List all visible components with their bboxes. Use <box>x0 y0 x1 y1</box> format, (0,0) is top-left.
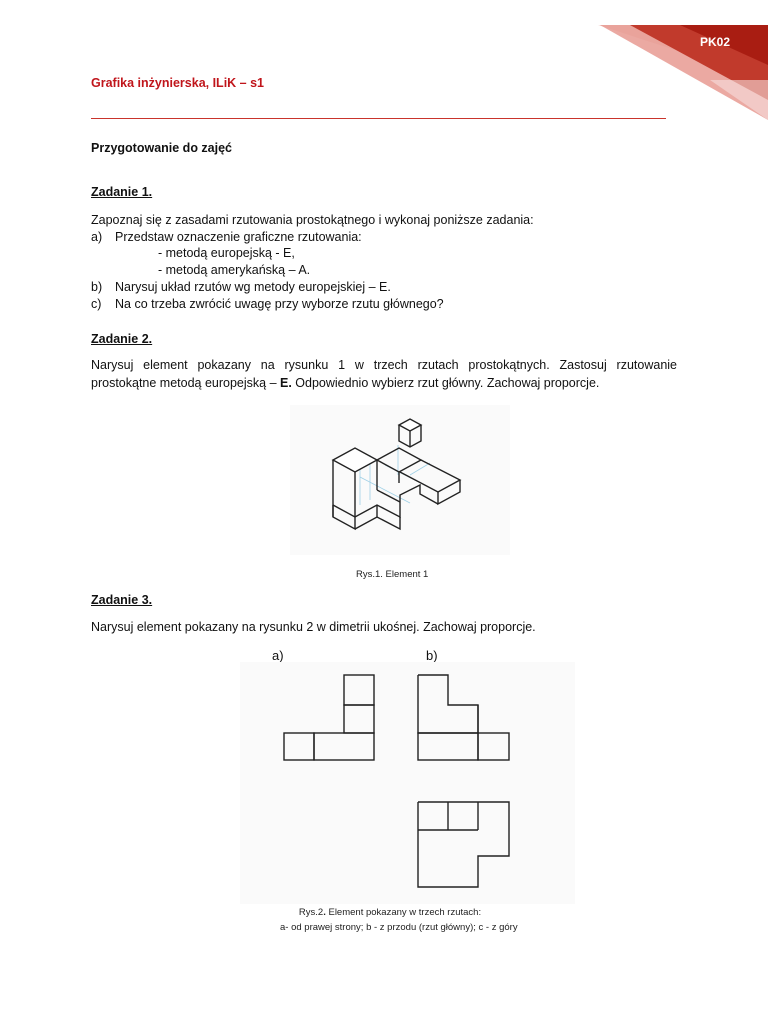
isometric-guide-lines <box>360 445 430 505</box>
task3-paragraph: Narysuj element pokazany na rysunku 2 w dimetrii ukośnej. Zachowaj proporcje. <box>91 620 536 634</box>
figure1-caption: Rys.1. Element 1 <box>356 569 429 580</box>
task2-paragraph-line2: prostokątne metodą europejską – E. Odpowiednio wybierz rzut główny. Zachowaj proporcje. <box>91 376 600 390</box>
view-a-label: a) <box>272 648 284 663</box>
view-b-label: b) <box>426 648 438 663</box>
task1-item-b-marker: b) <box>91 280 103 294</box>
view-c-label: c) <box>428 768 439 783</box>
course-title: Grafika inżynierska, ILiK – s1 <box>91 76 264 90</box>
orthographic-views-figure <box>240 662 575 904</box>
task1-item-a-marker: a) <box>91 230 103 244</box>
task1-title: Zadanie 1. <box>91 185 153 199</box>
figure2-caption-line2: a- od prawej strony; b - z przodu (rzut główny); c - z góry <box>280 922 518 933</box>
isometric-element-outline <box>333 419 460 529</box>
task1-item-c-text: Na co trzeba zwrócić uwagę przy wyborze rzutu głównego? <box>115 297 444 311</box>
header-divider <box>91 118 666 119</box>
section-title: Przygotowanie do zajęć <box>91 141 233 155</box>
task2-paragraph-line1: Narysuj element pokazany na rysunku 1 w trzech rzutach prostokątnych. Zastosuj rzutowanie <box>91 358 677 372</box>
header-corner-decoration <box>590 20 768 130</box>
task1-item-c-marker: c) <box>91 297 102 311</box>
task1-item-b-text: Narysuj układ rzutów wg metody europejskiej – E. <box>115 280 391 294</box>
view-b-drawing <box>418 675 509 760</box>
figure2-caption-line1: Rys.2. Element pokazany w trzech rzutach: <box>298 907 482 918</box>
task3-title: Zadanie 3. <box>91 593 153 607</box>
task2-title: Zadanie 2. <box>91 332 153 346</box>
task1-item-a-sub2: - metodą amerykańską – A. <box>158 263 311 277</box>
document-code-badge: PK02 <box>700 35 731 49</box>
isometric-element-figure <box>290 405 510 555</box>
task1-item-a-text: Przedstaw oznaczenie graficzne rzutowania: <box>115 230 362 244</box>
task1-item-a-sub1: - metodą europejską - E, <box>158 246 295 260</box>
view-a-drawing <box>284 675 374 760</box>
view-c-drawing <box>418 802 509 887</box>
task1-intro: Zapoznaj się z zasadami rzutowania prostokątnego i wykonaj poniższe zadania: <box>91 213 534 227</box>
